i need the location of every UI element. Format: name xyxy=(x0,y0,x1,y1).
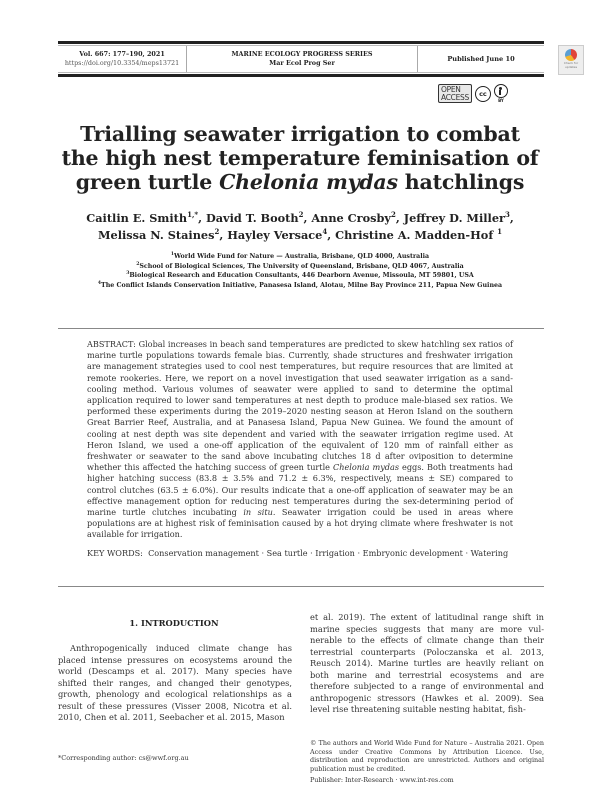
author-affiliation-mark: 1 xyxy=(497,227,502,237)
publisher-info: Publisher: Inter-Research · www.int-res.com xyxy=(310,776,454,784)
volume-info: Vol. 667: 177–190, 2021 xyxy=(79,50,165,58)
author xyxy=(311,211,403,225)
affiliation-number: 3 xyxy=(126,270,130,276)
abstract xyxy=(87,339,513,541)
keywords-text: Conservation management · Sea turtle · Irrigation · Embryonic development · Watering xyxy=(148,548,509,558)
journal-name: MARINE ECOLOGY PROGRESS SERIES xyxy=(231,50,373,58)
crossmark-icon xyxy=(565,49,577,61)
affiliation xyxy=(40,262,560,272)
title-line-3 xyxy=(60,170,540,194)
abstract-bottom-divider xyxy=(58,586,544,587)
author-name: Caitlin E. Smith xyxy=(86,211,188,225)
open-access-icon xyxy=(438,84,472,103)
separator: , xyxy=(219,228,228,242)
author-name: Anne Crosby xyxy=(311,211,391,225)
separator: , xyxy=(509,211,514,225)
abstract-text: ABSTRACT: Global increases in beach sand temperatures are predicted to skew hatchling sex ratios of marine turtle populations towards female bias. Currently, shade structures and freshwater irrigation are management strategies used to cool nest temperatures, but require resources that are limited at remote rookeries. Here, we report on a novel investigation that used seawater irrigation as a sand-cooling method. Various volumes of seawater were applied to sand to determine the optimal application required to lower sand temperatures at nest depth to produce male-biased sex ratios. We performed these experiments during the 2019–2020 nesting season at Heron Island on the southern Great Barrier Reef, Australia, and at Panasesa Island, Papua New Guinea. We found the amount of cooling at nest depth was site dependent and varied with the seawater irrigation regime used. At Heron Island, we used a one-off application of the equivalent of 120 mm of rainfall either as freshwater or seawater to the sand above incubating clutches 18 d after oviposition to determine whether this affected the hatching success of green turtle xyxy=(87,339,513,473)
affiliation-number: 2 xyxy=(136,261,140,267)
affiliation-number: 4 xyxy=(97,280,102,286)
open-access-line2: ACCESS xyxy=(441,92,469,102)
person-icon xyxy=(494,84,508,98)
separator: , xyxy=(303,211,312,225)
author-affiliation-mark: 3 xyxy=(504,210,510,220)
affiliation-text: School of Biological Sciences, The University of Queensland, Brisbane, QLD 4067, Australia xyxy=(139,262,464,270)
body-paragraph: Anthropogenically induced climate change has placed intense pressures on ecosystems around the world (Descamps et al. 2017). Many species have shifted their ranges, and changed their genotypes, growth, phenology and ecological relationships as a result of these pressures (Visser 2008, Nicotra et al. 2010, Chen et al. 2011, Seebacher et al. 2015, Mason xyxy=(58,643,292,722)
species-name: Chelonia mydas xyxy=(333,462,399,473)
author xyxy=(335,228,502,242)
doi-link[interactable]: https://doi.org/10.3354/meps13721 xyxy=(64,59,180,67)
species-name: Chelonia mydas xyxy=(219,170,398,194)
author xyxy=(86,211,206,225)
abstract-text: eggs. Both treatments had higher hatching success (83.8 ± 3.5% and 71.2 ± 6.3%, respectively, means ± SE) compared to control clutches (63.5 ± 6.0%). Our results indicate that a one-off application of seawater may be an effective management option for reducing nest temperatures during the sex-determining period of marine turtle clutches incubating xyxy=(87,462,513,518)
affiliation xyxy=(40,281,560,291)
volume-cell xyxy=(58,46,187,72)
title-line-1: Trialling seawater irrigation to combat xyxy=(80,122,520,146)
author-name: Melissa N. Staines xyxy=(98,228,215,242)
body-column-right xyxy=(310,612,544,716)
author-name: Hayley Versace xyxy=(227,228,323,242)
published-date: Published June 10 xyxy=(447,54,515,63)
affiliation xyxy=(40,252,560,262)
title-text: hatchlings xyxy=(397,170,525,194)
check-updates-label: Check for updates xyxy=(563,61,579,69)
article-title xyxy=(60,122,540,194)
separator: , xyxy=(198,211,206,225)
author xyxy=(98,228,227,242)
corresponding-author-footnote: *Corresponding author: cs@wwf.org.au xyxy=(58,754,189,762)
copyright-notice: © The authors and World Wide Fund for Nature – Australia 2021. Open Access under Creative Commons by Attribution Licence. Use, distribution and reproduction are unrestricted. Authors and original publication must be credited. xyxy=(310,739,544,773)
keywords-label: KEY WORDS: xyxy=(87,548,143,558)
open-access-line1: OPEN xyxy=(441,85,461,94)
title-text: green turtle xyxy=(75,170,220,194)
affiliation-text: Biological Research and Education Consultants, 446 Dearborn Avenue, Missoula, MT 59801, USA xyxy=(129,272,474,279)
keywords xyxy=(87,548,513,559)
check-for-updates-icon[interactable] xyxy=(558,45,584,75)
creative-commons-icon: cc xyxy=(475,86,491,102)
author-name: Jeffrey D. Miller xyxy=(403,211,505,225)
separator: , xyxy=(327,228,336,242)
open-access-badges xyxy=(438,84,508,103)
separator: , xyxy=(395,211,404,225)
author xyxy=(404,211,514,225)
author-affiliation-mark: 2 xyxy=(214,227,220,237)
section-heading-introduction: 1. INTRODUCTION xyxy=(129,618,219,628)
author-affiliation-mark: 2 xyxy=(298,210,304,220)
affiliations xyxy=(40,252,560,290)
abstract-top-divider xyxy=(58,328,544,329)
affiliation-number: 1 xyxy=(170,251,174,257)
affiliation-text: The Conflict Islands Conservation Initiative, Panasesa Island, Alotau, Milne Bay Province 211, Papua New Guinea xyxy=(101,281,503,289)
author-name: David T. Booth xyxy=(205,211,299,225)
author-line-2 xyxy=(60,227,540,244)
affiliation xyxy=(40,271,560,281)
author-affiliation-mark: 1,* xyxy=(187,210,199,220)
italic-term: in situ xyxy=(243,507,273,518)
author xyxy=(227,228,335,242)
attribution-icon xyxy=(494,84,508,103)
journal-header xyxy=(58,41,544,77)
abstract-text: . Seawater irrigation could be used in areas where populations are at highest risk of feminisation caused by a hot drying climate where freshwater is not available for irrigation. xyxy=(87,507,514,540)
author-affiliation-mark: 2 xyxy=(390,210,396,220)
journal-cell xyxy=(187,46,418,72)
body-paragraph: et al. 2019). The extent of latitudinal range shift in marine species suggests that many are more vulnerable to the effects of climate change than their terrestrial counterparts (Poloczanska et al. 2013, Reusch 2014). Marine turtles are heavily reliant on both marine and terrestrial ecosystems and are therefore subjected to a range of environmental and anthropogenic stressors (Hawkes et al. 2009). Sea level rise threatening suitable nesting habitat, fish- xyxy=(310,612,544,714)
body-column-left xyxy=(58,643,292,724)
author xyxy=(206,211,311,225)
title-line-2: the high nest temperature feminisation of xyxy=(61,146,539,170)
author-name: Christine A. Madden-Hof xyxy=(335,228,498,242)
author-affiliation-mark: 4 xyxy=(322,227,328,237)
affiliation-text: World Wide Fund for Nature — Australia, Brisbane, QLD 4000, Australia xyxy=(174,253,430,260)
author-list xyxy=(60,210,540,244)
author-line-1 xyxy=(60,210,540,227)
journal-abbrev: Mar Ecol Prog Ser xyxy=(269,59,335,67)
by-label: BY xyxy=(498,98,504,103)
